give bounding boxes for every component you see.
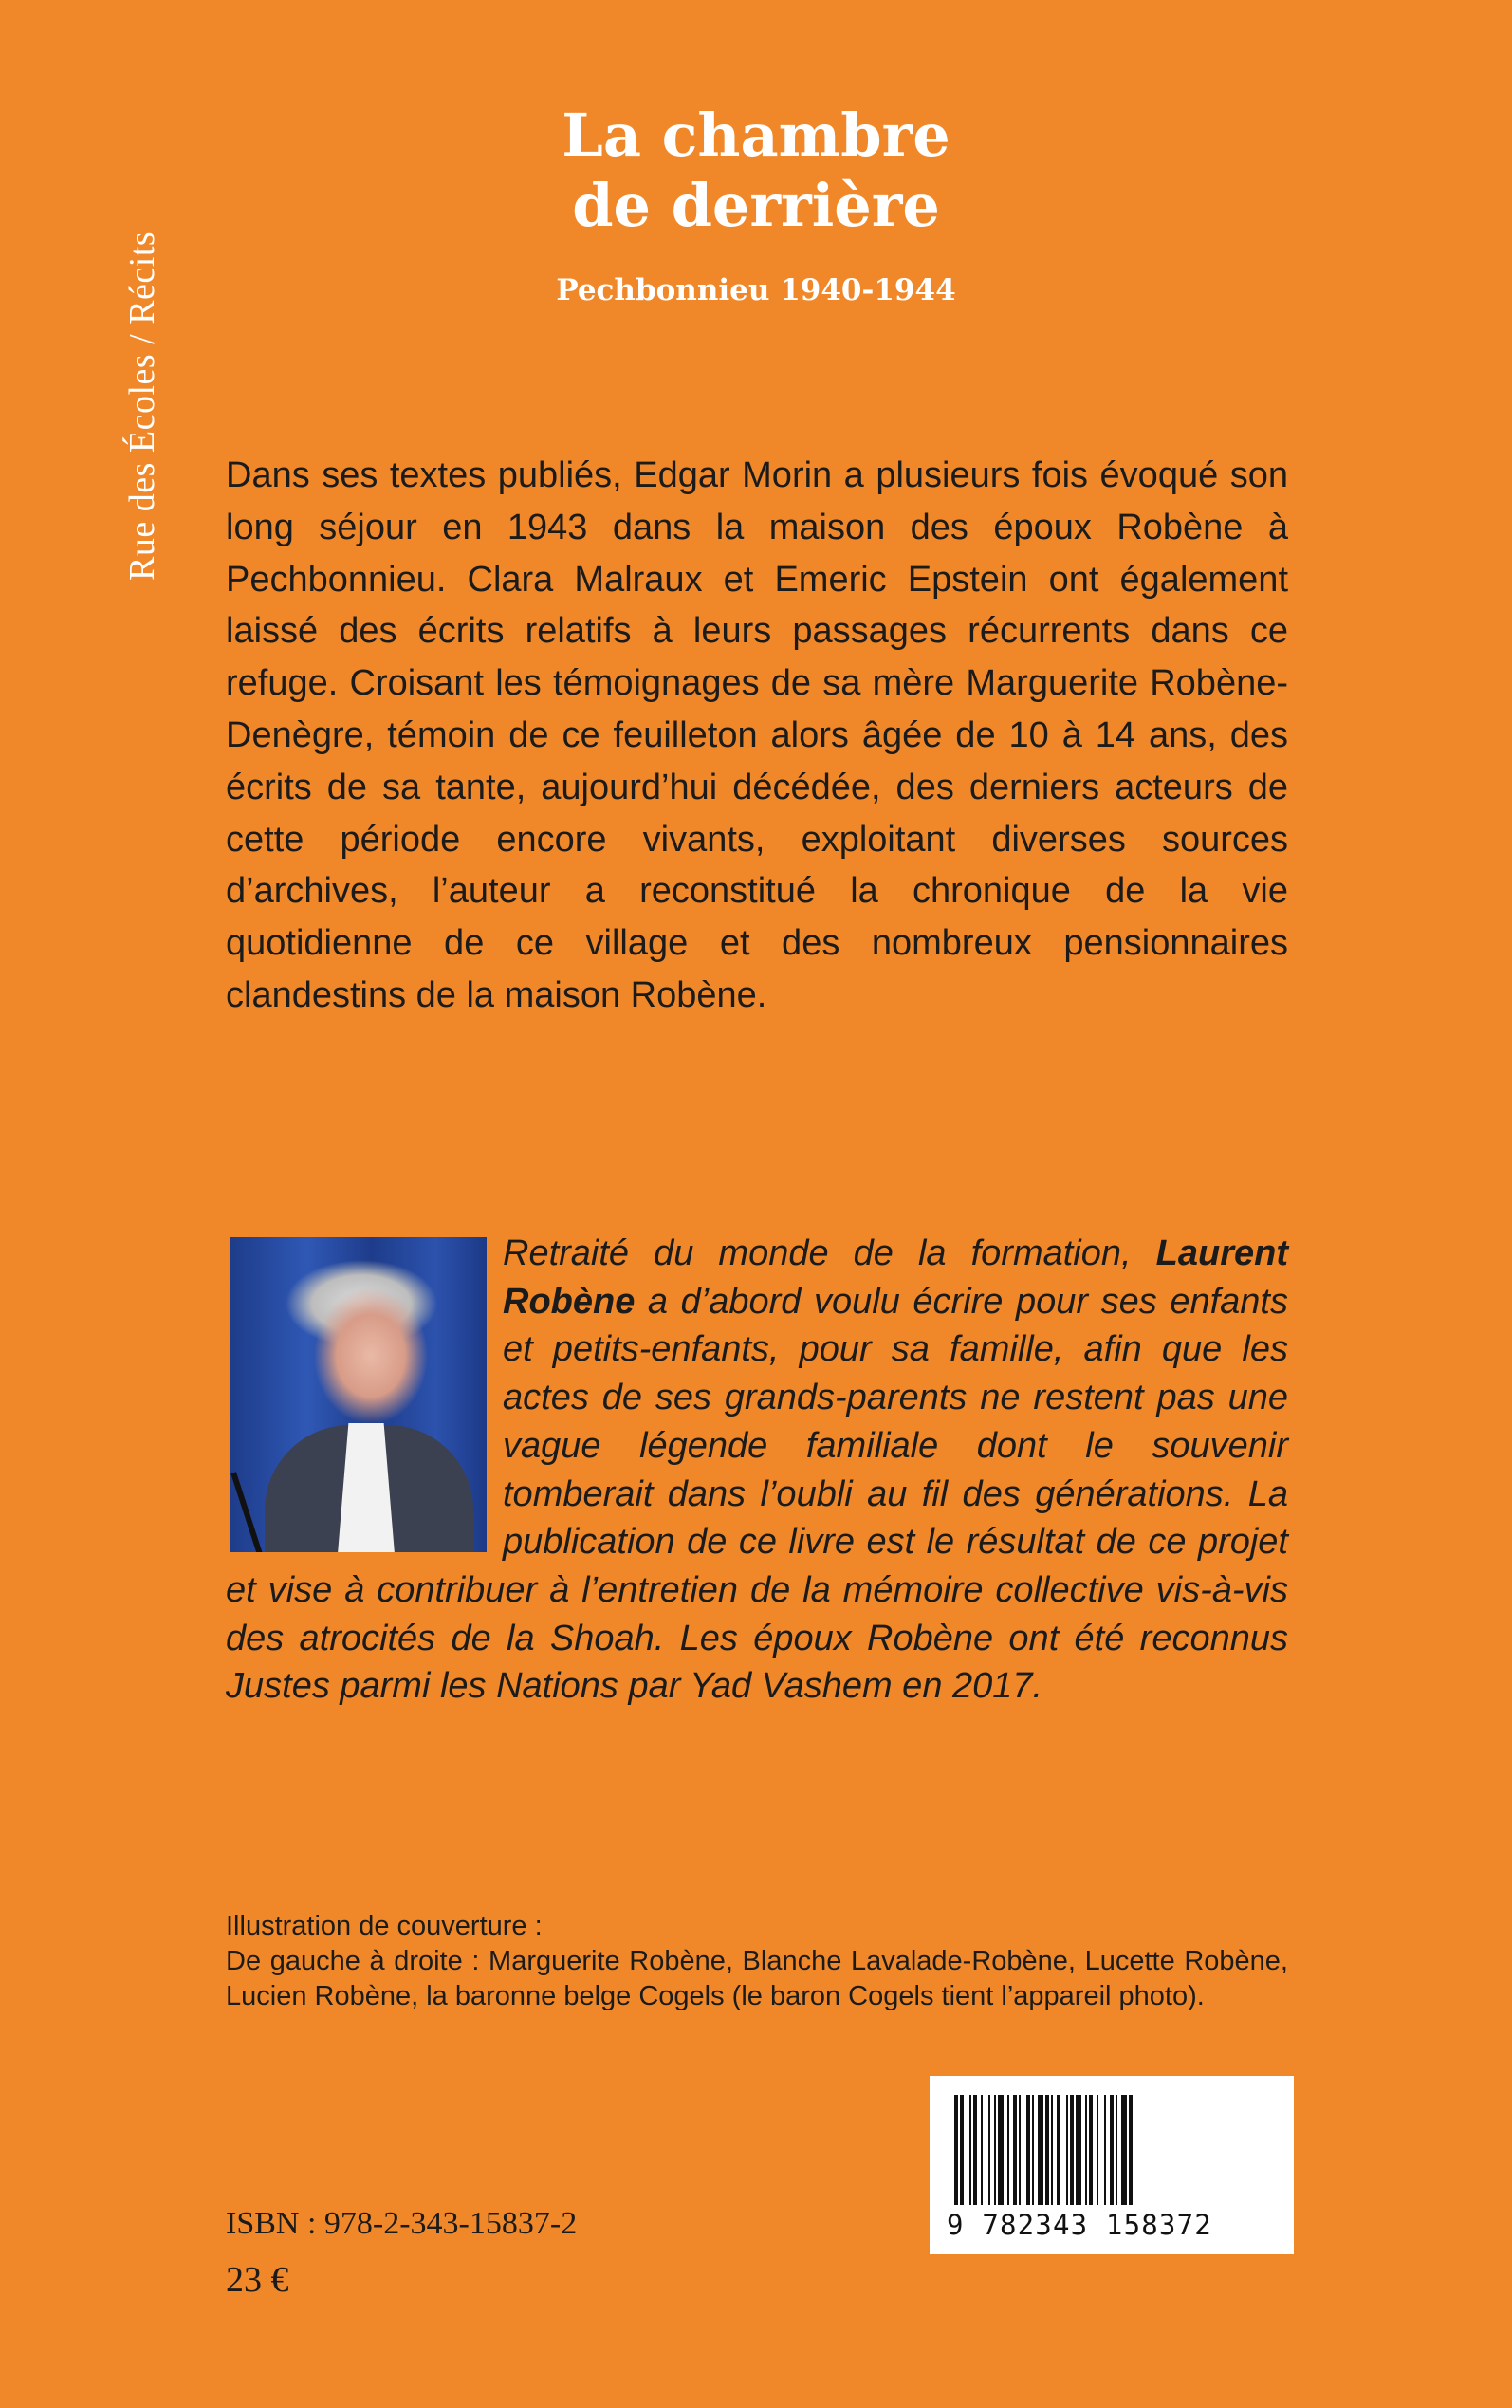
cover-credits-text: De gauche à droite : Marguerite Robène, Blanche Lavalade-Robène, Lucette Robène, Lucien Robène, la baronne belge Cogels (le baron Cogels tient l’appareil photo). (226, 1946, 1288, 2011)
barcode-bars (950, 2095, 1273, 2205)
isbn: ISBN : 978-2-343-15837-2 (226, 2206, 578, 2241)
author-name: Laurent Robène (503, 1233, 1288, 1322)
book-subtitle: Pechbonnieu 1940-1944 (556, 273, 956, 307)
author-bio (226, 1230, 1288, 1711)
book-title-line-1: La chambre (562, 101, 950, 170)
summary-text: Dans ses textes publiés, Edgar Morin a plusieurs fois évoqué son long séjour en 1943 dans la maison des époux Robène à Pechbonnieu. Clara Malraux et Emeric Epstein ont également laissé des écrits relatifs à leurs passages récurrents dans ce refuge. Croisant les témoignages de sa mère Marguerite Robène-Denègre, témoin de ce feuilleton alors âgée de 10 à 14 ans, des écrits de sa tante, aujourd’hui décédée, des derniers acteurs de cette période encore vivants, exploitant diverses sources d’archives, l’auteur a reconstitué la chronique de la vie quotidienne de ce village et des nombreux pensionnaires clandestins de la maison Robène. (226, 455, 1288, 1015)
price: 23 € (226, 2260, 289, 2300)
series-label: Rue des Écoles / Récits (122, 231, 162, 581)
barcode-digits: 9 782343 158372 (947, 2209, 1212, 2241)
bio-text: a d’abord voulu écrire pour ses enfants et petits-enfants, pour sa famille, afin que les actes de ses grands-parents ne restent pas une vague légende familiale dont le souvenir tomberait dans l’oubli au fil des générations. La publication de ce livre est le résultat de ce projet et vise à contribuer à l’entretien de la mémoire collective vis-à-vis des atrocités de la Shoah. Les époux Robène ont été reconnus Justes parmi les Nations par Yad Vashem en 2017. (226, 1281, 1288, 1707)
book-title-line-2: de derrière (572, 171, 940, 240)
barcode (930, 2076, 1294, 2254)
cover-credits-heading: Illustration de couverture : (226, 1911, 543, 1941)
book-title (0, 101, 1512, 241)
bio-lead: Retraité du monde de la formation, (503, 1233, 1156, 1273)
cover-credits (226, 1909, 1288, 2014)
